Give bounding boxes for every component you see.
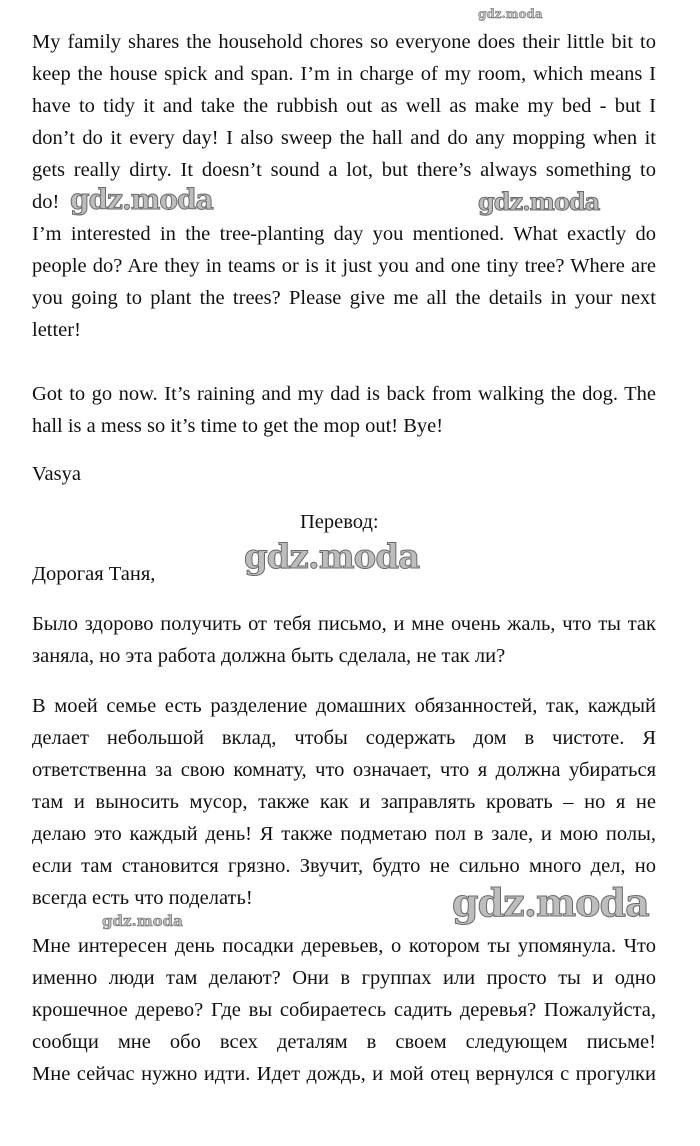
paragraph: [32, 458, 656, 490]
text-line: делает небольшой вклад, чтобы содержать дом в чистоте. Я: [32, 727, 656, 749]
watermark: gdz.moda: [478, 7, 543, 21]
text-line: Got to go now. It’s raining and my dad is back from walking the dog. The: [32, 383, 656, 405]
text-line: letter!: [32, 319, 81, 341]
text-line: именно люди там делают? Они в группах или просто ты и одно: [32, 967, 656, 989]
text-line: В моей семье есть разделение домашних обязанностей, так, каждый: [32, 695, 656, 717]
paragraph: [32, 26, 656, 218]
paragraph: [32, 558, 656, 590]
text-line: Мне интересен день посадки деревьев, о котором ты упомянула. Что: [32, 935, 656, 957]
text-line: делаю это каждый день! Я также подметаю пол в зале, и мою полы,: [32, 823, 656, 845]
text-line: have to tidy it and take the rubbish out as well as make my bed - but I: [32, 95, 656, 117]
text-line: you going to plant the trees? Please give me all the details in your next: [32, 287, 656, 309]
text-line: gets really dirty. It doesn’t sound a lot, but there’s always something to: [32, 159, 656, 181]
text-line: don’t do it every day! I also sweep the hall and do any mopping when it: [32, 127, 656, 149]
text-line: hall is a mess so it’s time to get the mop out! Bye!: [32, 415, 444, 437]
paragraph: [32, 690, 656, 914]
text-line: всегда есть что поделать!: [32, 887, 253, 909]
watermark: gdz.moda: [452, 880, 649, 925]
text-line: сообщи мне обо всех деталям в своем следующем письме!: [32, 1031, 656, 1053]
text-line: keep the house spick and span. I’m in charge of my room, which means I: [32, 63, 656, 85]
translation-heading: Перевод:: [300, 511, 379, 533]
text-line: Мне сейчас нужно идти. Идет дождь, и мой отец вернулся с прогулки: [32, 1063, 656, 1085]
text-line: Было здорово получить от тебя письмо, и мне очень жаль, что ты так: [32, 613, 656, 635]
paragraph: [32, 930, 656, 1090]
text-line: ответственна за свою комнату, что означает, что я должна убираться: [32, 759, 656, 781]
watermark: gdz.moda: [102, 912, 183, 930]
text-line: крошечное дерево? Где вы собираетесь садить деревья? Пожалуйста,: [32, 999, 656, 1021]
text-line: Дорогая Таня,: [32, 563, 156, 585]
text-line: do!: [32, 191, 60, 213]
paragraph: [32, 608, 656, 672]
text-line: если там становится грязно. Звучит, будто не сильно много дел, но: [32, 855, 656, 877]
watermark: gdz.moda: [478, 187, 600, 216]
paragraph: [32, 378, 656, 442]
watermark: gdz.moda: [70, 183, 213, 216]
text-line: I’m interested in the tree-planting day you mentioned. What exactly do: [32, 223, 656, 245]
text-line: Vasya: [32, 463, 81, 485]
text-line: заняла, но эта работа должна быть сделала, не так ли?: [32, 645, 506, 667]
watermark: gdz.moda: [244, 537, 420, 577]
paragraph: [32, 218, 656, 346]
text-line: people do? Are they in teams or is it just you and one tiny tree? Where are: [32, 255, 656, 277]
text-line: My family shares the household chores so everyone does their little bit to: [32, 31, 656, 53]
text-line: там и выносить мусор, также как и заправлять кровать – но я не: [32, 791, 656, 813]
